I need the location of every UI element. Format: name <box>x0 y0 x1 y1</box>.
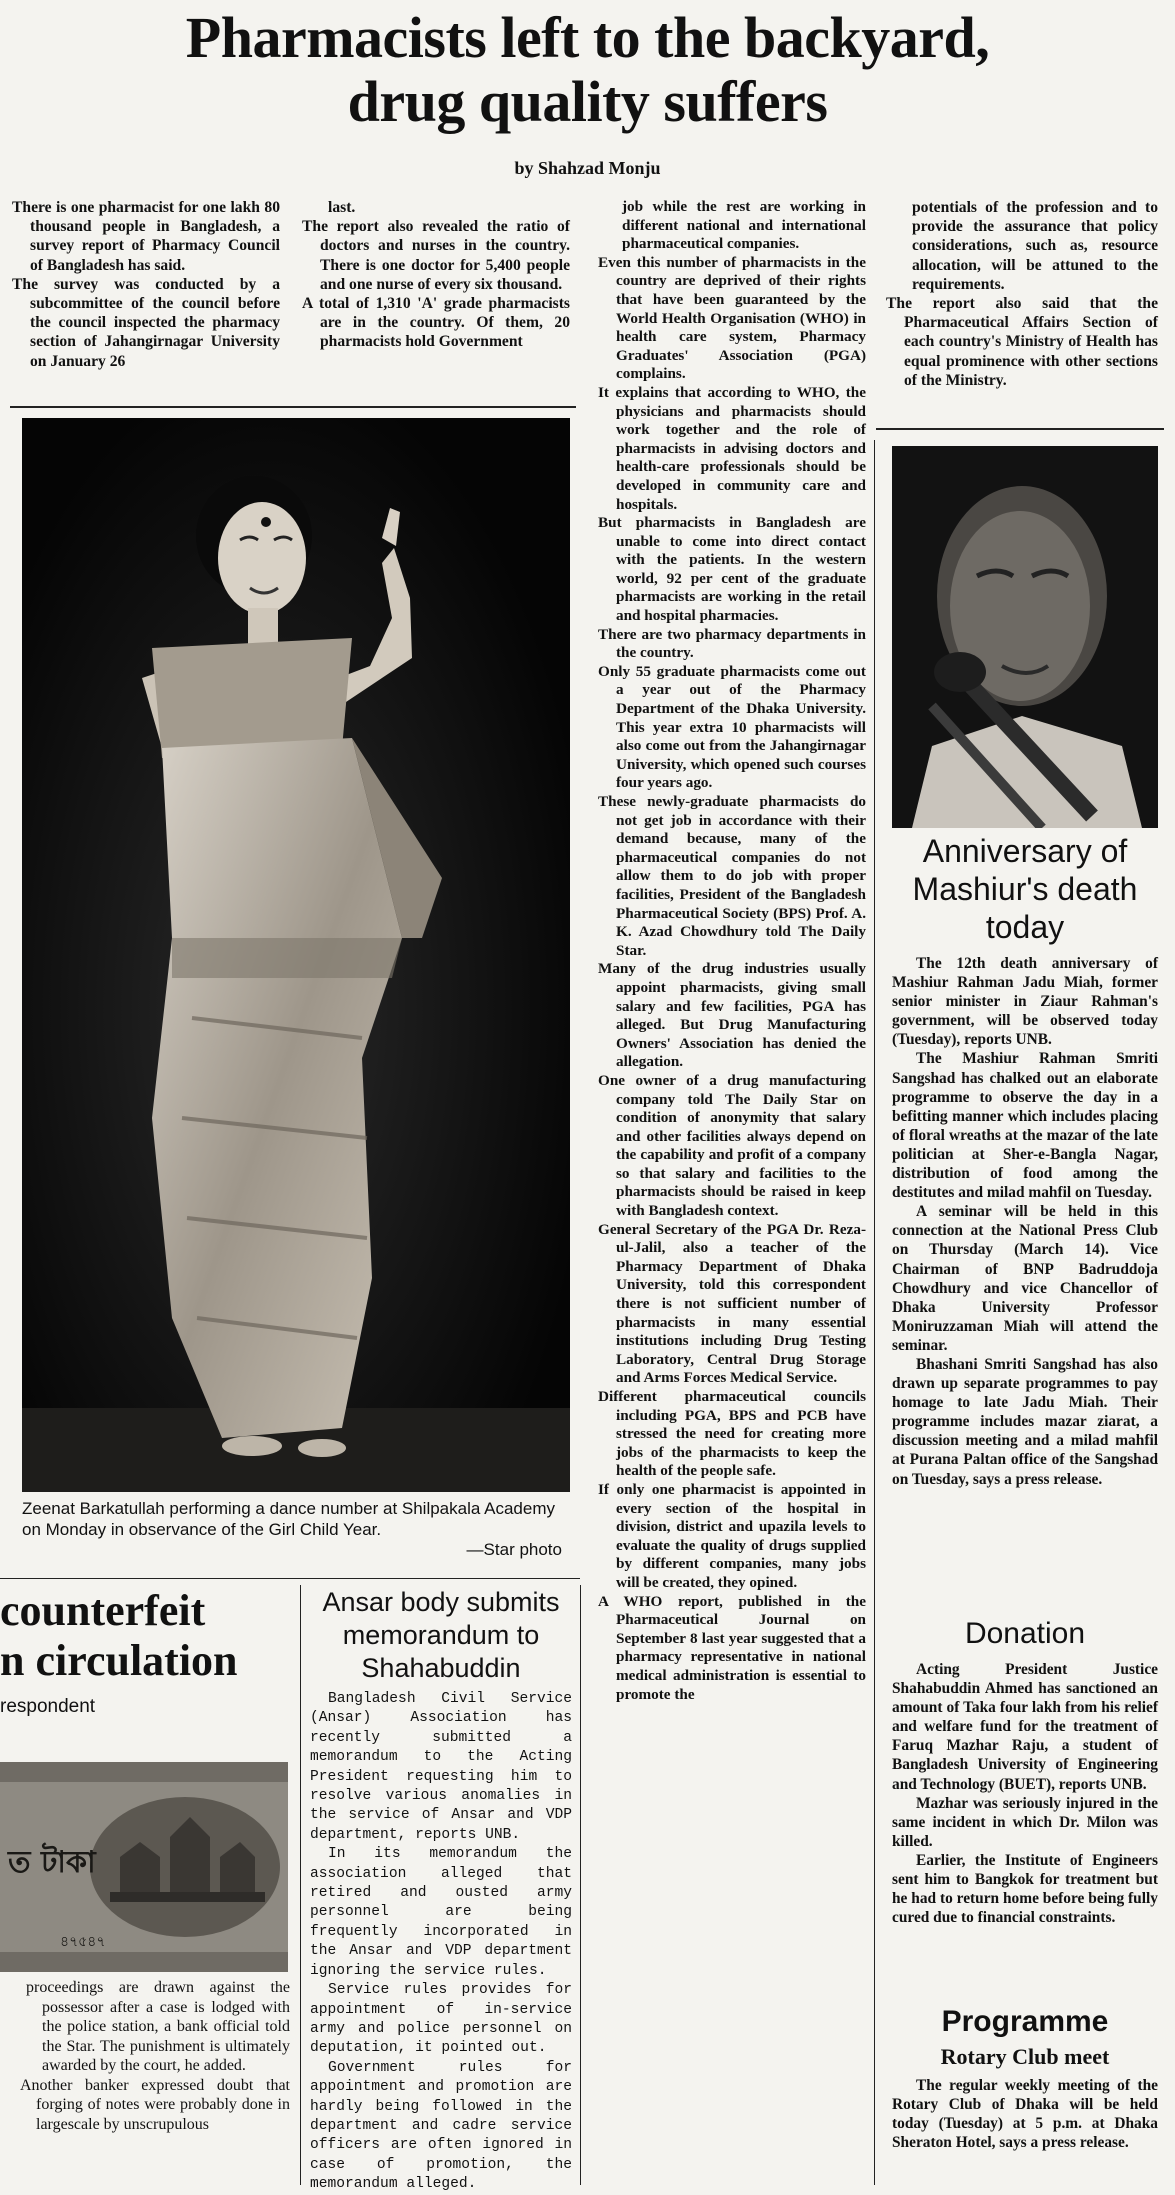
article-column-4 <box>886 198 1158 390</box>
paragraph: The Mashiur Rahman Smriti Sangshad has chalked out an elaborate programme to observe the day in a befitting manner which includes placing of floral wreaths at the mazar of the late politician at Sher-e-Bangla Nagar, distribution of food among the destitutes and milad mahfil on Tuesday. <box>892 1050 1158 1202</box>
divider <box>580 1585 581 2185</box>
paragraph: One owner of a drug manufacturing company told The Daily Star on condition of anonymity that salary and other facilities always depend on the capability and profit of a company so that salary and facilities to the pharmacists should be raised in keep with Bangladesh context. <box>598 1071 866 1220</box>
paragraph: potentials of the profession and to provide the assurance that policy considerations, such as, resource allocation, will be attuned to the requirements. <box>912 199 1158 293</box>
article-column-1 <box>12 198 280 371</box>
mashiur-headline: Anniversary of Mashiur's death today <box>912 833 1138 945</box>
paragraph: A seminar will be held in this connection at the National Press Club on Thursday (March 14). Vice Chairman of BNP Badruddoja Chowdhury and vice Chancellor of Dhaka University Professor Moniruzzaman Miah will attend the seminar. <box>892 1203 1158 1354</box>
paragraph: The report also said that the Pharmaceutical Affairs Section of each country's Ministry of Health has equal prominence with other sections of the Ministry. <box>886 295 1158 389</box>
programme-body <box>892 2076 1158 2152</box>
counterfeit-headline-line-2: n circulation <box>0 1636 238 1685</box>
portrait-photo <box>892 446 1158 828</box>
paragraph: Bangladesh Civil Service (Ansar) Association has recently submitted a memorandum to the Acting President requesting him to resolve various anomalies in the service of Ansar and VDP department, reports UNB. <box>310 1691 572 1843</box>
divider <box>874 440 875 2185</box>
ansar-headline: Ansar body submits memorandum to Shahabuddin <box>322 1587 560 1683</box>
paragraph: The 12th death anniversary of Mashiur Rahman Jadu Miah, former senior minister in Ziaur Rahman's government, will be observed today (Tuesday), reports UNB. <box>892 955 1158 1049</box>
banknote-image <box>0 1762 288 1972</box>
paragraph: job while the rest are working in different national and international pharmaceutical companies. <box>622 198 866 253</box>
paragraph: If only one pharmacist is appointed in every section of the hospital in division, district and upazila levels to evaluate the quality of drugs supplied by different companies, many jobs will be created, they opined. <box>598 1480 866 1591</box>
paragraph: Different pharmaceutical councils including PGA, BPS and PCB have stressed the need for creating more jobs of the pharmacists to keep the health of the people safe. <box>598 1388 866 1480</box>
paragraph: Even this number of pharmacists in the country are deprived of their rights that have been guaranteed by the World Health Organisation (WHO) in health care system, Pharmacy Graduates' Association (PGA) complains. <box>598 253 866 383</box>
headline-line-1: Pharmacists left to the backyard, <box>185 5 990 70</box>
counterfeit-headline <box>0 1586 300 1686</box>
paragraph: In its memorandum the association alleged that retired and ousted army personnel are being frequently incorporated in the Ansar and VDP department ignoring the service rules. <box>310 1846 572 1979</box>
paragraph: Another banker expressed doubt that forging of notes were probably done in largescale by unscrupulous <box>20 2076 290 2133</box>
headline-line-2: drug quality suffers <box>347 69 828 134</box>
paragraph: There are two pharmacy departments in the country. <box>598 625 866 662</box>
divider <box>876 428 1164 430</box>
programme-subhead: Rotary Club meet <box>940 2044 1110 2069</box>
banknote-serial: ৪৭৫৪৭ <box>60 1934 106 1950</box>
portrait-image <box>892 446 1158 828</box>
dancer-image <box>22 418 570 1492</box>
paragraph: Service rules provides for appointment of in-service army and police personnel on deputation, it pointed out. <box>310 1982 572 2057</box>
paragraph: A total of 1,310 'A' grade pharmacists are in the country. Of them, 20 pharmacists hold Government <box>302 295 570 351</box>
photo-credit: —Star photo <box>466 1540 562 1559</box>
counterfeit-headline-line-1: counterfeit <box>0 1586 206 1635</box>
paragraph: last. <box>328 199 356 216</box>
paragraph: There is one pharmacist for one lakh 80 thousand people in Bangladesh, a survey report of Pharmacy Council of Bangladesh has said. <box>12 199 280 274</box>
paragraph: General Secretary of the PGA Dr. Reza-ul-Jalil, also a teacher of the Pharmacy Department of Dhaka University, told this correspondent there is not sufficient number of pharmacists in many essential institutions including Drug Testing Laboratory, Central Drug Storage and Arms Forces Medical Service. <box>598 1220 866 1387</box>
article-column-3 <box>598 198 866 1704</box>
paragraph: Acting President Justice Shahabuddin Ahmed has sanctioned an amount of Taka four lakh from his relief and welfare fund for the treatment of Faruq Mazhar Raju, a student of Bangladesh University of Engineering and Technology (BUET), reports UNB. <box>892 1661 1158 1793</box>
paragraph: But pharmacists in Bangladesh are unable to come into direct contact with the patients. In the western world, 92 per cent of the graduate pharmacists are working in the retail and hospital pharmacies. <box>598 514 866 625</box>
paragraph: proceedings are drawn against the possessor after a case is lodged with the police station, a bank official told the Star. The punishment is ultimately awarded by the court, he added. <box>26 1979 290 2074</box>
photo-caption <box>22 1498 570 1540</box>
mashiur-body <box>892 954 1158 1489</box>
paragraph: Mazhar was seriously injured in the same incident in which Dr. Milon was killed. <box>892 1794 1158 1850</box>
paragraph: It explains that according to WHO, the physicians and pharmacists should work together and the role of pharmacists in advising doctors and health-care professionals should be developed in community care and hospitals. <box>598 383 866 513</box>
byline: by Shahzad Monju <box>514 158 661 178</box>
paragraph: The regular weekly meeting of the Rotary Club of Dhaka will be held today (Tuesday) at 5 p.m. at Dhaka Sheraton Hotel, says a press release. <box>892 2077 1158 2152</box>
paragraph: Earlier, the Institute of Engineers sent him to Bangkok for treatment but he had to return home before being fully cured due to financial constraints. <box>892 1851 1158 1927</box>
donation-body <box>892 1660 1158 1927</box>
divider <box>0 1578 580 1579</box>
paragraph: Government rules for appointment and promotion are hardly being followed in the department and cadre service officers are often ignored in case of promotion, the memorandum alleged. <box>310 2059 572 2193</box>
paragraph: Only 55 graduate pharmacists come out a year out of the Pharmacy Department of the Dhaka University. This year extra 10 pharmacists will also come out from the Jahangirnagar University, which opened such courses four years ago. <box>598 662 866 792</box>
counterfeit-byline: respondent <box>0 1696 96 1717</box>
paragraph: The survey was conducted by a subcommittee of the council before the council inspected the pharmacy section of Jahangirnagar University on January 26 <box>12 275 280 370</box>
counterfeit-body <box>20 1978 290 2134</box>
paragraph: Bhashani Smriti Sangshad has also drawn up separate programmes to pay homage to late Jadu Miah. Their programme includes mazar ziarat, a discussion meeting and a milad mahfil at Purana Paltan office of the Sangshad on Tuesday, says a press release. <box>892 1355 1158 1488</box>
divider <box>10 406 576 408</box>
article-column-2 <box>302 198 570 352</box>
programme-headline: Programme <box>941 2005 1109 2038</box>
banknote-photo <box>0 1762 288 1972</box>
ansar-body <box>310 1690 572 2195</box>
paragraph: The report also revealed the ratio of doctors and nurses in the country. There is one doctor for 5,400 people and one nurse of every six thousand. <box>302 218 570 293</box>
divider <box>300 1585 301 2185</box>
donation-headline: Donation <box>964 1617 1086 1650</box>
paragraph: These newly-graduate pharmacists do not get job in accordance with their demand because, many of the pharmaceutical companies do not allow them to do job with proper facilities, President of the Bangladesh Pharmaceutical Society (BPS) Prof. A. K. Azad Chowdhury told The Daily Star. <box>598 793 866 959</box>
banknote-label: ত টাকা <box>8 1845 96 1880</box>
caption-text: Zeenat Barkatullah performing a dance number at Shilpakala Academy on Monday in observance of the Girl Child Year. <box>22 1499 555 1539</box>
dance-photo <box>22 418 570 1492</box>
headline <box>0 6 1175 134</box>
paragraph: A WHO report, published in the Pharmaceutical Journal on September 8 last year suggested that a pharmacy representative in national medical administration is essential to promote the <box>598 1592 866 1703</box>
paragraph: Many of the drug industries usually appoint pharmacists, giving small salary and few facilities, PGA has alleged. But Drug Manufacturing Owners' Association has denied the allegation. <box>598 960 866 1071</box>
